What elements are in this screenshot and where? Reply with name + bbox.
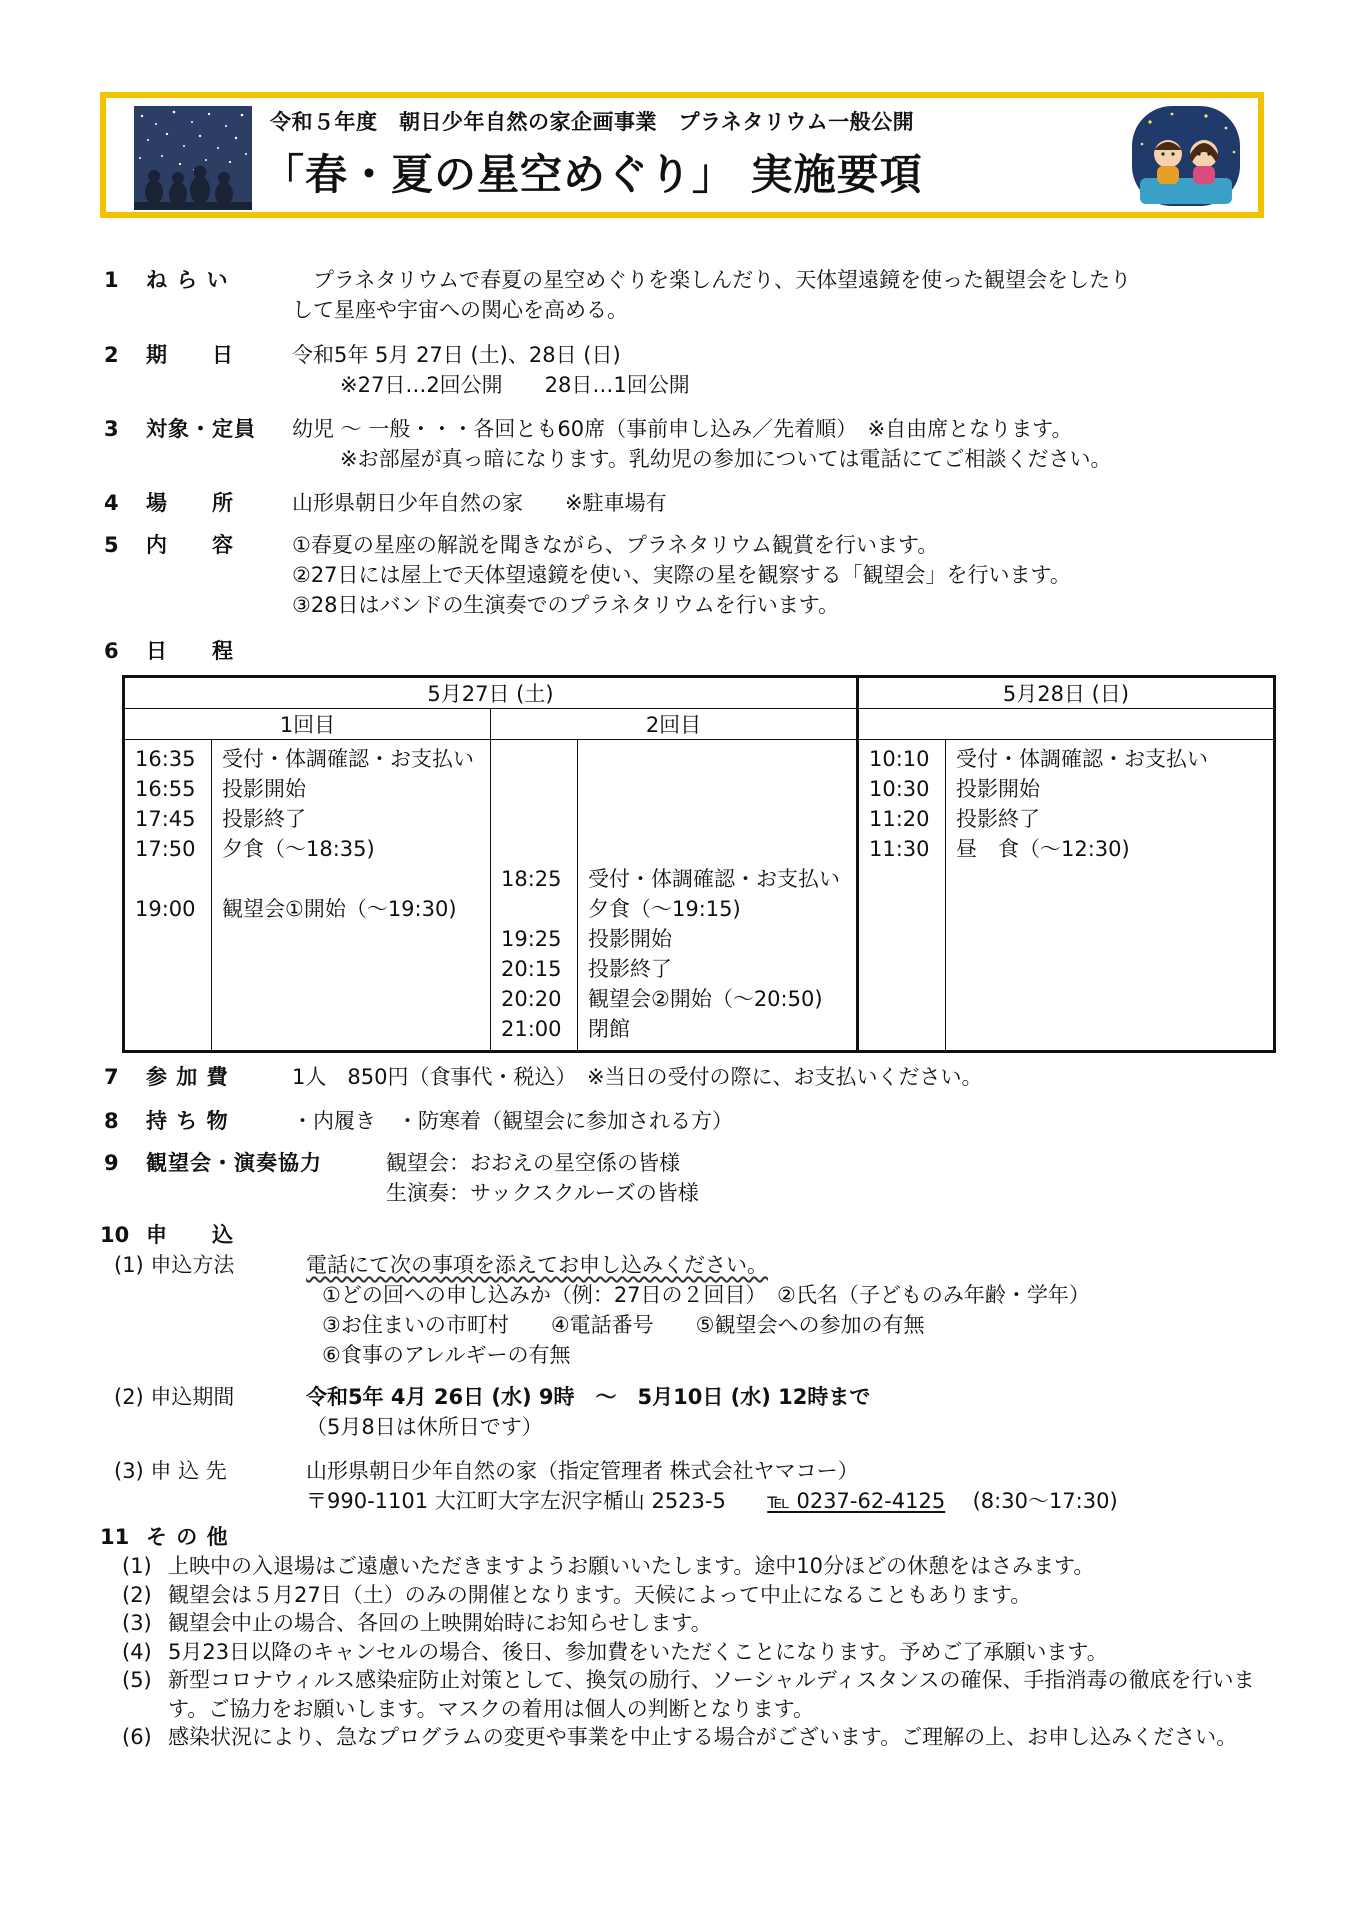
section-number: 3 xyxy=(104,417,119,441)
item-index: (5) xyxy=(122,1668,152,1692)
application-period xyxy=(0,1382,1357,1444)
time-cell: 19:00 xyxy=(135,897,196,921)
time-cell: 19:25 xyxy=(501,927,562,951)
item-cell: 受付・体調確認・お支払い xyxy=(222,747,474,771)
section-content xyxy=(0,530,1357,622)
section-body xyxy=(292,414,1267,474)
text-line: して星座や宇宙への関心を高める。 xyxy=(292,298,628,322)
section-number: 1 xyxy=(104,268,119,292)
list-item xyxy=(122,1666,1272,1723)
item-text: 観望会は５月27日（土）のみの開催となります。天候によって中止になることもあります。 xyxy=(168,1582,1032,1607)
item-cell: 受付・体調確認・お支払い xyxy=(956,747,1208,771)
time-cell: 17:50 xyxy=(135,837,196,861)
text-line: ①どの回への申し込みか（例：27日の２回目） ②氏名（子どものみ年齢・学年） xyxy=(322,1283,1090,1307)
round1-items xyxy=(212,740,491,1052)
text-line: 電話にて次の事項を添えてお申し込みください。 xyxy=(306,1253,768,1277)
sub-label: (1) 申込方法 xyxy=(114,1253,235,1277)
item-cell: 投影終了 xyxy=(588,957,672,981)
item-cell xyxy=(222,864,484,894)
text-line: 生演奏：サックスクルーズの皆様 xyxy=(386,1181,699,1205)
section-cooperation xyxy=(0,1148,1357,1210)
item-cell: 投影終了 xyxy=(956,807,1040,831)
section-label: 申 込 xyxy=(146,1223,234,1247)
section-body xyxy=(292,1062,1267,1092)
section-number: 2 xyxy=(104,343,119,367)
section-number: 8 xyxy=(104,1109,119,1133)
section-body xyxy=(306,1250,1267,1370)
section-label: 日 程 xyxy=(146,639,234,663)
section-number: 4 xyxy=(104,491,119,515)
section-label: そ の 他 xyxy=(146,1525,229,1549)
section-body xyxy=(386,1148,1267,1208)
time-cell: 10:30 xyxy=(869,777,930,801)
text-line: ③お住まいの市町村 ④電話番号 ⑤観望会への参加の有無 xyxy=(322,1313,925,1337)
time-cell: 20:20 xyxy=(501,987,562,1011)
round2-times xyxy=(491,740,578,1052)
section-label: 持 ち 物 xyxy=(146,1109,229,1133)
section-purpose xyxy=(0,265,1357,327)
section-body xyxy=(306,1382,1267,1442)
time-cell: 11:20 xyxy=(869,807,930,831)
section-label: 観望会・演奏協力 xyxy=(146,1151,322,1175)
item-text: 上映中の入退場はご遠慮いただきますようお願いいたします。途中10分ほどの休憩をはさみます。 xyxy=(168,1554,1095,1578)
section-label: ね ら い xyxy=(146,268,229,292)
item-text: 5月23日以降のキャンセルの場合、後日、参加費をいただくことになります。予めご了承願います。 xyxy=(168,1639,1108,1664)
page-title: 「春・夏の星空めぐり」 実施要項 xyxy=(262,150,923,199)
text-line: ※27日…2回公開 28日…1回公開 xyxy=(340,373,690,397)
section-application xyxy=(0,1220,1357,1252)
list-item xyxy=(122,1609,1272,1638)
text-line: 山形県朝日少年自然の家（指定管理者 株式会社ヤマコー） xyxy=(306,1459,859,1483)
item-cell: 投影終了 xyxy=(222,807,306,831)
list-item xyxy=(122,1723,1272,1752)
schedule-table xyxy=(122,675,1276,1053)
section-others xyxy=(0,1522,1357,1554)
application-method xyxy=(0,1250,1357,1370)
item-cell: 投影開始 xyxy=(222,777,306,801)
section-schedule xyxy=(0,636,1357,668)
kids-planetarium-illustration xyxy=(1126,100,1246,212)
time-spacer xyxy=(501,744,571,864)
time-cell: 10:10 xyxy=(869,747,930,771)
round2-items xyxy=(578,740,858,1052)
text-line: 山形県朝日少年自然の家 ※駐車場有 xyxy=(292,491,667,515)
round2-header: 2回目 xyxy=(491,709,858,740)
item-text: 新型コロナウィルス感染症防止対策として、換気の励行、ソーシャルディスタンスの確保、手指消毒の徹底を行います。ご協力をお願いします。マスクの着用は個人の判断となります。 xyxy=(168,1668,1255,1721)
others-list xyxy=(122,1552,1272,1752)
text-line: ・内履き ・防寒着（観望会に参加される方） xyxy=(292,1109,733,1133)
day2-header: 5月28日 (日) xyxy=(858,677,1275,709)
round1-times xyxy=(124,740,212,1052)
text-line: 令和5年 4月 26日 (水) 9時 ～ 5月10日 (水) 12時まで xyxy=(306,1385,871,1409)
time-cell xyxy=(135,864,205,894)
time-cell: 16:55 xyxy=(135,777,196,801)
round1-header: 1回目 xyxy=(124,709,491,740)
text-line: プラネタリウムで春夏の星空めぐりを楽しんだり、天体望遠鏡を使った観望会をしたり xyxy=(292,268,1132,292)
section-label: 期 日 xyxy=(146,343,234,367)
text-line: （5月8日は休所日です） xyxy=(306,1415,543,1439)
time-cell: 16:35 xyxy=(135,747,196,771)
section-number: 6 xyxy=(104,639,119,663)
office-hours: (8:30～17:30) xyxy=(972,1489,1118,1513)
sub-label: (3) 申 込 先 xyxy=(114,1459,227,1483)
item-cell: 投影開始 xyxy=(588,927,672,951)
text-line: 1人 850円（食事代・税込） ※当日の受付の際に、お支払いください。 xyxy=(292,1065,983,1089)
time-cell: 21:00 xyxy=(501,1017,562,1041)
section-label: 参 加 費 xyxy=(146,1065,229,1089)
section-body xyxy=(292,488,1267,518)
item-cell: 観望会①開始（～19:30) xyxy=(222,897,457,921)
starry-sky-illustration xyxy=(134,106,252,210)
section-number: 9 xyxy=(104,1151,119,1175)
text-line: ①春夏の星座の解説を聞きながら、プラネタリウム観賞を行います。 xyxy=(292,533,939,557)
text-line xyxy=(306,1486,1267,1516)
list-item xyxy=(122,1552,1272,1581)
list-item xyxy=(122,1638,1272,1667)
text-line: ※お部屋が真っ暗になります。乳幼児の参加については電話にてご相談ください。 xyxy=(340,447,1112,471)
section-label: 内 容 xyxy=(146,533,234,557)
item-cell: 夕食（～19:15) xyxy=(588,897,741,921)
section-number: 5 xyxy=(104,533,119,557)
time-cell xyxy=(501,894,571,924)
text-line: 令和5年 5月 27日 (土)、28日 (日) xyxy=(292,343,621,367)
table-subheader-row xyxy=(124,709,1275,740)
address: 〒990-1101 大江町大字左沢字楯山 2523-5 xyxy=(306,1489,726,1513)
text-line: ⑥食事のアレルギーの有無 xyxy=(322,1343,571,1367)
section-label: 対象・定員 xyxy=(146,417,256,441)
day1-header: 5月27日 (土) xyxy=(124,677,858,709)
text-line: 観望会：おおえの星空係の皆様 xyxy=(386,1151,680,1175)
item-cell: 投影開始 xyxy=(956,777,1040,801)
item-index: (6) xyxy=(122,1725,152,1749)
sub-label: (2) 申込期間 xyxy=(114,1385,235,1409)
header-banner xyxy=(100,92,1264,218)
section-body xyxy=(292,265,1267,325)
item-cell: 観望会②開始（～20:50) xyxy=(588,987,823,1011)
day2-items xyxy=(946,740,1275,1052)
text-line: 幼児 ～ 一般・・・各回とも60席（事前申し込み／先着順） ※自由席となります。 xyxy=(292,417,1073,441)
header-subtitle: 令和５年度 朝日少年自然の家企画事業 プラネタリウム一般公開 xyxy=(270,110,915,134)
section-target xyxy=(0,414,1357,476)
time-cell: 17:45 xyxy=(135,807,196,831)
table-row xyxy=(124,740,1275,1052)
day2-subheader-empty xyxy=(858,709,1275,740)
item-index: (4) xyxy=(122,1639,152,1664)
section-date xyxy=(0,340,1357,402)
day2-times xyxy=(858,740,946,1052)
section-belongings xyxy=(0,1106,1357,1138)
section-body xyxy=(292,1106,1267,1136)
time-cell: 20:15 xyxy=(501,957,562,981)
item-index: (2) xyxy=(122,1582,152,1607)
item-spacer xyxy=(588,744,850,864)
section-place xyxy=(0,488,1357,520)
section-fee xyxy=(0,1062,1357,1094)
phone-number[interactable]: ℡ 0237-62-4125 xyxy=(767,1489,946,1513)
section-body xyxy=(292,530,1267,620)
item-cell: 閉館 xyxy=(588,1017,630,1041)
item-cell: 昼 食（～12:30) xyxy=(956,837,1130,861)
list-item xyxy=(122,1581,1272,1610)
item-cell: 受付・体調確認・お支払い xyxy=(588,867,840,891)
text-line: ③28日はバンドの生演奏でのプラネタリウムを行います。 xyxy=(292,593,840,617)
time-cell: 18:25 xyxy=(501,867,562,891)
table-header-row xyxy=(124,677,1275,709)
section-body xyxy=(292,340,1267,400)
section-number: 11 xyxy=(100,1525,130,1549)
section-number: 7 xyxy=(104,1065,119,1089)
section-number: 10 xyxy=(100,1223,130,1247)
item-text: 観望会中止の場合、各回の上映開始時にお知らせします。 xyxy=(168,1611,712,1635)
section-label: 場 所 xyxy=(146,491,234,515)
item-index: (3) xyxy=(122,1611,152,1635)
text-line: ②27日には屋上で天体望遠鏡を使い、実際の星を観察する「観望会」を行います。 xyxy=(292,563,1071,587)
application-contact xyxy=(0,1456,1357,1518)
time-cell: 11:30 xyxy=(869,837,930,861)
item-text: 感染状況により、急なプログラムの変更や事業を中止する場合がございます。ご理解の上、お申し込みください。 xyxy=(168,1725,1238,1749)
section-body xyxy=(306,1456,1267,1516)
item-index: (1) xyxy=(122,1554,152,1578)
item-cell: 夕食（～18:35) xyxy=(222,837,375,861)
